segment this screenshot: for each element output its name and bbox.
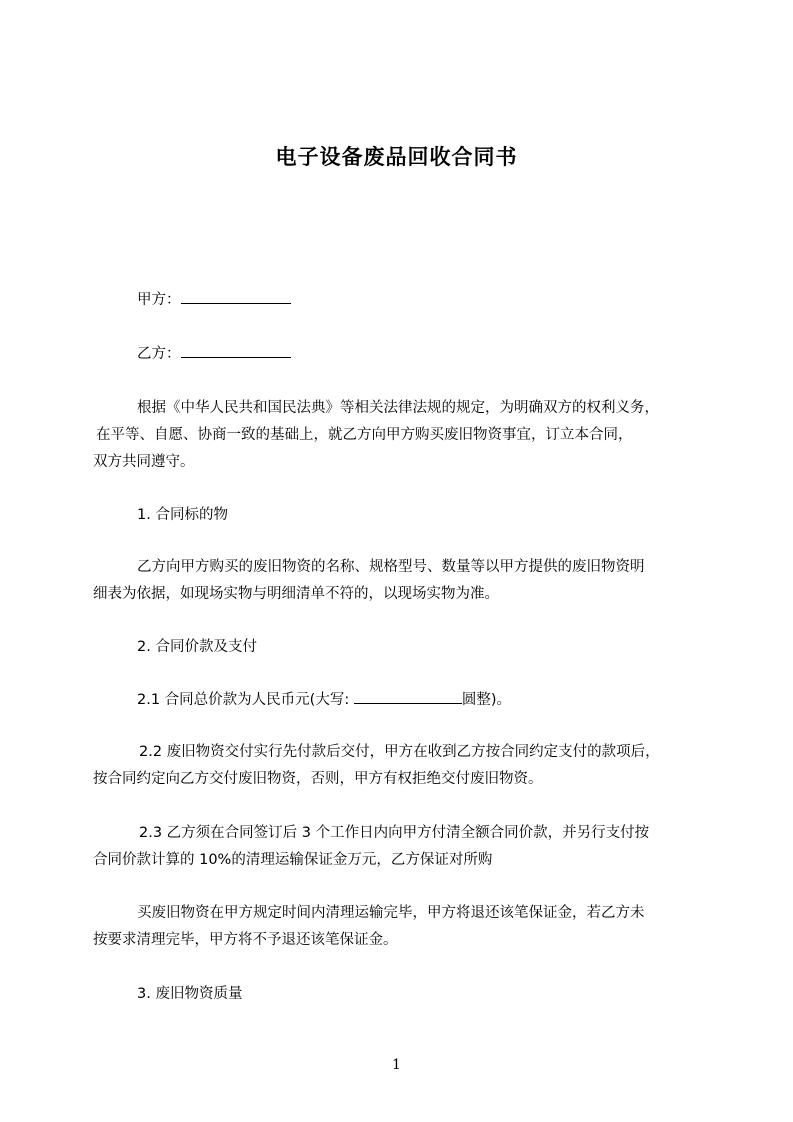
section-1-heading: 1. 合同标的物 — [137, 507, 228, 523]
clause-2-1 — [137, 693, 511, 708]
clause-2-1-prefix: 2.1 合同总价款为人民币元(大写: — [137, 692, 354, 708]
clause-2-3-line-1: 2.3 乙方须在合同签订后 3 个工作日内向甲方付清全额合同价款，并另行支付按 — [139, 825, 650, 841]
preamble-line-1: 根据《中华人民共和国民法典》等相关法律法规的规定，为明确双方的权利义务， — [137, 400, 659, 416]
party-a-blank — [181, 303, 291, 304]
amount-blank — [354, 703, 462, 704]
party-b-blank — [181, 357, 291, 358]
section-2-heading: 2. 合同价款及支付 — [137, 639, 257, 655]
preamble-line-2: 在平等、自愿、协商一致的基础上，就乙方向甲方购买废旧物资事宜，订立本合同， — [96, 427, 633, 443]
continuation-line-1: 买废旧物资在甲方规定时间内清理运输完毕，甲方将退还该笔保证金，若乙方未 — [137, 905, 645, 921]
continuation-line-2: 按要求清理完毕，甲方将不予退还该笔保证金。 — [93, 932, 398, 948]
party-a-label: 甲方： — [137, 292, 181, 308]
section-3-heading: 3. 废旧物资质量 — [137, 986, 243, 1002]
party-b-label: 乙方： — [137, 346, 181, 362]
document-title: 电子设备废品回收合同书 — [275, 145, 518, 169]
page-number: 1 — [392, 1057, 401, 1073]
section-1-body-line-2: 细表为依据，如现场实物与明细清单不符的，以现场实物为准。 — [93, 586, 499, 602]
clause-2-3-line-2: 合同价款计算的 10%的清理运输保证金万元，乙方保证对所购 — [93, 852, 493, 868]
preamble-line-3: 双方共同遵守。 — [93, 454, 195, 470]
party-b-line — [137, 347, 291, 362]
clause-2-2-line-2: 按合同约定向乙方交付废旧物资，否则，甲方有权拒绝交付废旧物资。 — [93, 771, 543, 787]
section-1-body-line-1: 乙方向甲方购买的废旧物资的名称、规格型号、数量等以甲方提供的废旧物资明 — [137, 559, 645, 575]
clause-2-1-suffix: 圆整)。 — [461, 692, 511, 708]
party-a-line — [137, 293, 291, 308]
clause-2-2-line-1: 2.2 废旧物资交付实行先付款后交付，甲方在收到乙方按合同约定支付的款项后， — [139, 744, 660, 760]
